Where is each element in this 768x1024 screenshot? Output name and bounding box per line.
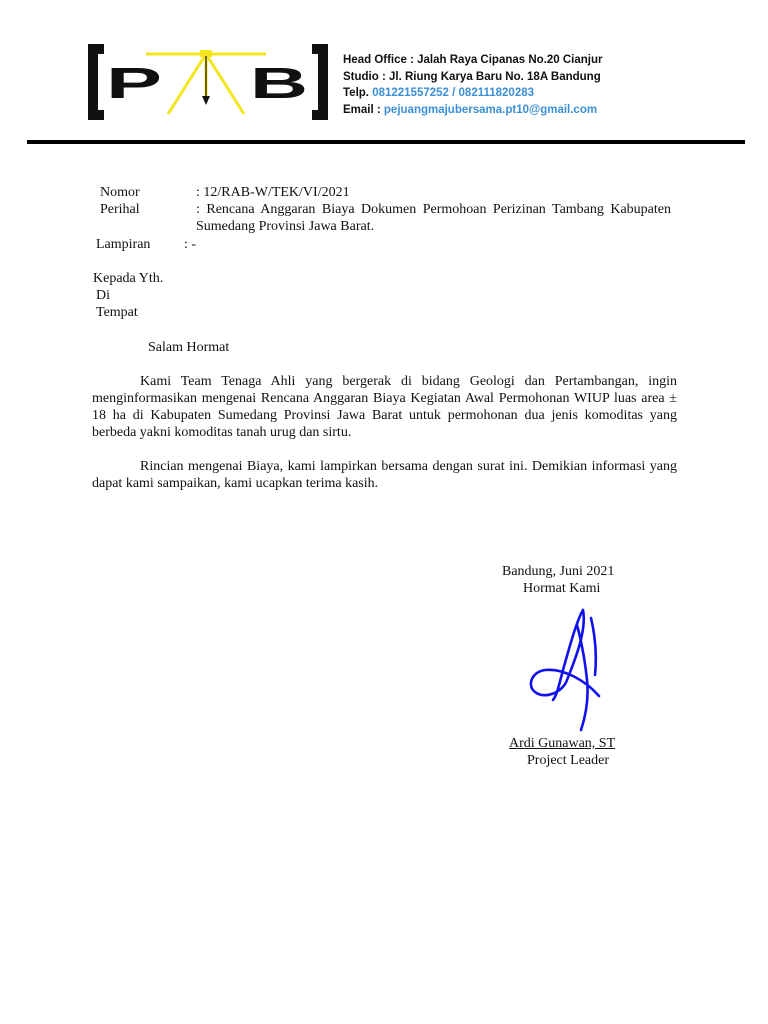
recipient-line-3: Tempat <box>96 305 138 320</box>
company-logo <box>86 42 330 122</box>
studio-address: Jl. Riung Karya Baru No. 18A Bandung <box>389 70 601 83</box>
perihal-value: : Rencana Anggaran Biaya Dokumen Permohoan Perizinan Tambang Kabupaten Sumedang Provinsi Jawa Barat. <box>196 202 671 234</box>
email-line: Email : pejuangmajubersama.pt10@gmail.com <box>343 103 598 116</box>
body-paragraph-1: Kami Team Tenaga Ahli yang bergerak di bidang Geologi dan Pertambangan, ingin menginformasikan mengenai Rencana Anggaran Biaya Kegiatan Awal Permohonan WIUP luas area ± 18 ha di Kabupaten Sumedang Provinsi Jawa Barat untuk permohonan dua jenis komoditas yang berbeda yakni komoditas tanah urug dan sirtu. <box>92 374 677 440</box>
signer-name: Ardi Gunawan, ST <box>509 736 616 751</box>
perihal-label: Perihal <box>100 202 140 217</box>
phone-numbers: 081221557252 / 082111820283 <box>372 87 535 99</box>
signature-image <box>515 600 615 735</box>
letterhead-contact <box>343 52 743 118</box>
greeting: Salam Hormat <box>148 340 230 355</box>
recipient-line-1: Kepada Yth. <box>93 271 164 286</box>
svg-text:P: P <box>106 59 162 108</box>
closing-regards: Hormat Kami <box>523 581 601 596</box>
studio-line: Studio : Jl. Riung Karya Baru No. 18A Bandung <box>343 70 601 83</box>
nomor-value: : 12/RAB-W/TEK/VI/2021 <box>196 185 350 200</box>
head-office-address: Jalah Raya Cipanas No.20 Cianjur <box>417 54 603 66</box>
letterhead-divider <box>27 140 745 144</box>
lampiran-label: Lampiran <box>96 237 151 252</box>
nomor-label: Nomor <box>100 185 140 200</box>
email-link[interactable]: pejuangmajubersama.pt10@gmail.com <box>383 103 598 116</box>
recipient-line-2: Di <box>96 288 110 303</box>
body-paragraph-2: Rincian mengenai Biaya, kami lampirkan bersama dengan surat ini. Demikian informasi yang dapat kami sampaikan, kami ucapkan terima kasih. <box>92 459 677 491</box>
place-date: Bandung, Juni 2021 <box>502 564 615 579</box>
signer-title: Project Leader <box>527 753 610 768</box>
lampiran-value: : - <box>184 237 197 252</box>
head-office-line: Head Office : Jalah Raya Cipanas No.20 Cianjur <box>343 54 603 66</box>
phone-line: Telp. 081221557252 / 082111820283 <box>343 87 535 99</box>
svg-text:B: B <box>250 59 308 108</box>
